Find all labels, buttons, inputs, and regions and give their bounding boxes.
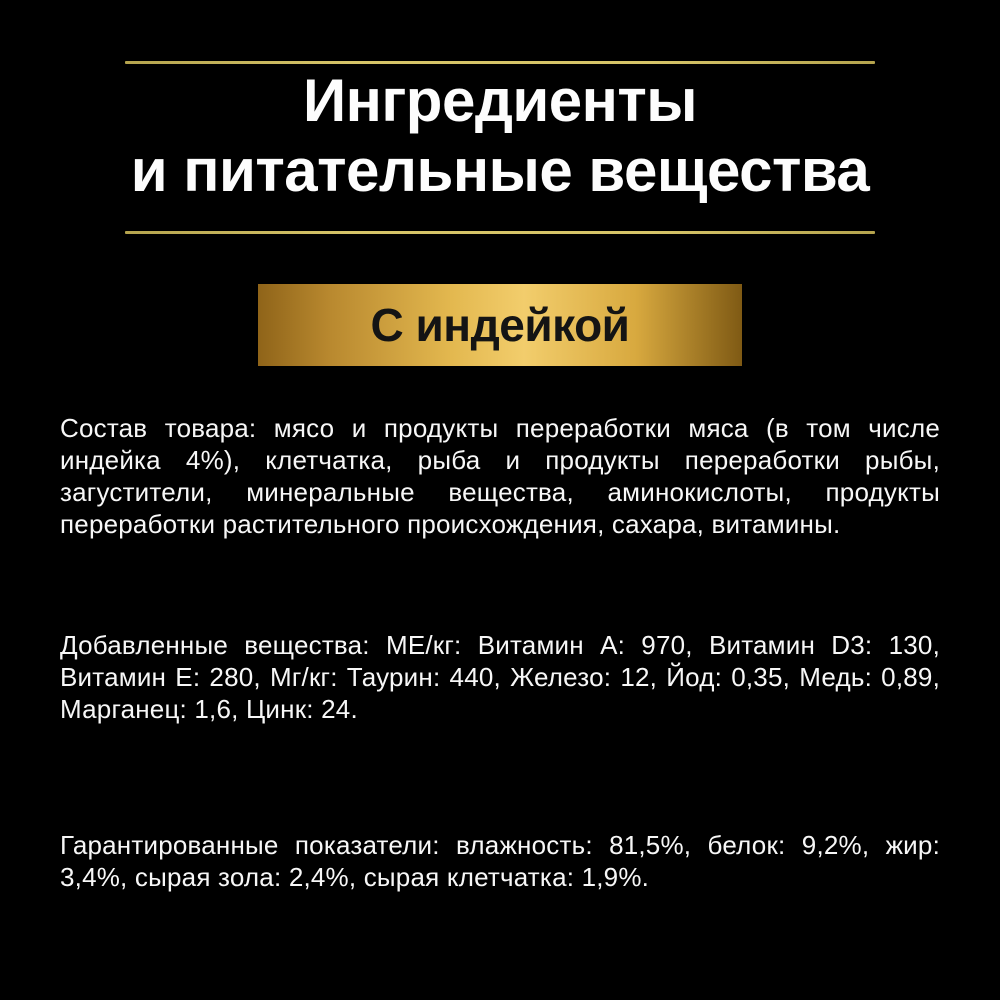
guaranteed-values-paragraph: Гарантированные показатели: влажность: 81,5%, белок: 9,2%, жир: 3,4%, сырая зола: 2,4%, сырая клетчатка: 1,9%. — [60, 830, 940, 892]
page-title-line-1: Ингредиенты — [302, 67, 698, 134]
additives-paragraph: Добавленные вещества: МЕ/кг: Витамин А: 970, Витамин D3: 130, Витамин Е: 280, Мг/кг: Таурин: 440, Железо: 12, Йод: 0,35, Медь: 0,89, Марганец: 1,6, Цинк: 24. — [60, 630, 940, 724]
flavor-badge-label: С индейкой — [370, 299, 630, 351]
top-gold-divider — [125, 61, 875, 64]
page-title-line-2: и питательные вещества — [130, 137, 870, 204]
composition-paragraph: Состав товара: мясо и продукты переработки мяса (в том числе индейка 4%), клетчатка, рыба и продукты переработки рыбы, загустители, минеральные вещества, аминокислоты, продукты переработки растительного происхождения, сахара, витамины. — [60, 413, 940, 539]
page-title — [0, 66, 1000, 206]
flavor-badge — [258, 284, 742, 366]
bottom-gold-divider — [125, 231, 875, 234]
